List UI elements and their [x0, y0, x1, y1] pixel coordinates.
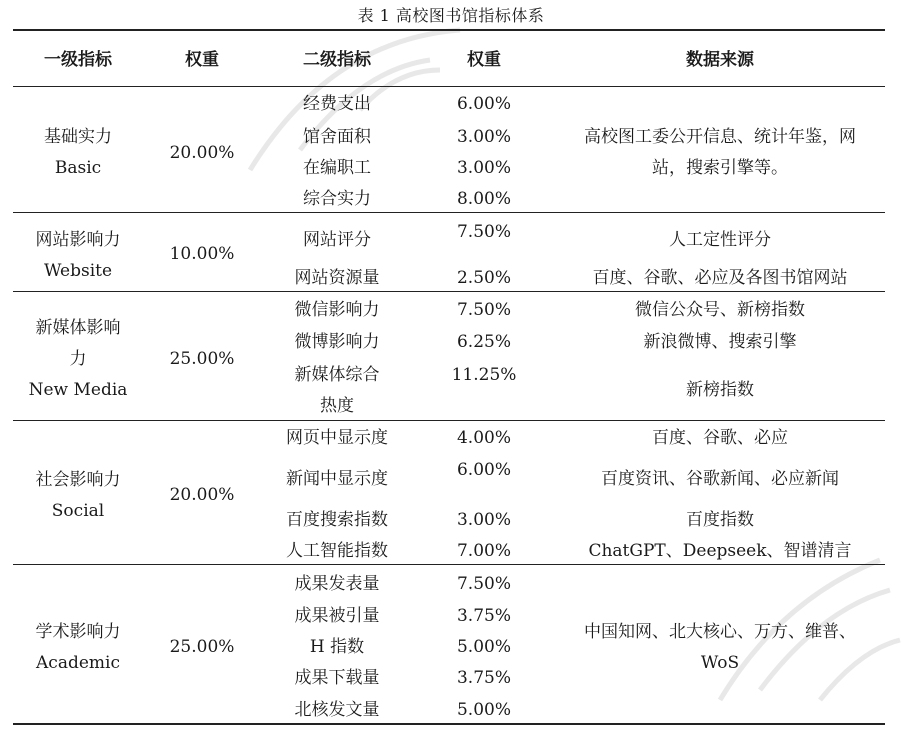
item-weight: 8.00% — [456, 189, 512, 209]
item-name: 成果下载量 — [294, 668, 380, 688]
item-name: 经费支出 — [303, 94, 371, 114]
header-level2: 二级指标 — [303, 50, 371, 70]
item-weight: 7.50% — [456, 300, 512, 320]
group-website-weight: 10.00% — [169, 244, 235, 264]
bottom-rule — [13, 723, 885, 725]
group-academic-en: Academic — [36, 653, 120, 673]
item-source: 新榜指数 — [686, 380, 754, 400]
item-weight: 11.25% — [451, 365, 517, 385]
header-source: 数据来源 — [686, 50, 754, 70]
item-name: 新闻中显示度 — [286, 469, 388, 489]
group-basic-en: Basic — [54, 158, 102, 178]
item-name: 成果被引量 — [294, 606, 380, 626]
item-name: 网页中显示度 — [286, 428, 388, 448]
group-academic-weight: 25.00% — [169, 637, 235, 657]
item-weight: 2.50% — [456, 268, 512, 288]
item-source: 新浪微博、搜索引擎 — [643, 332, 797, 352]
source-line: 站，搜索引擎等。 — [652, 158, 788, 178]
item-source: 百度指数 — [686, 510, 754, 530]
group-basic-weight: 20.00% — [169, 143, 235, 163]
group-website-name: 网站影响力 — [35, 230, 121, 250]
group-social-name: 社会影响力 — [35, 470, 121, 490]
item-name-line: 新媒体综合 — [294, 365, 380, 385]
item-weight: 4.00% — [456, 428, 512, 448]
group-divider-3 — [13, 420, 885, 421]
item-name: 北核发文量 — [294, 700, 380, 720]
group-newmedia-weight: 25.00% — [169, 349, 235, 369]
item-name-line: 热度 — [320, 396, 354, 416]
item-weight: 6.00% — [456, 94, 512, 114]
item-source: 百度、谷歌、必应及各图书馆网站 — [592, 268, 848, 288]
item-weight: 3.00% — [456, 510, 512, 530]
header-rule — [13, 86, 885, 87]
group-academic-name: 学术影响力 — [35, 622, 121, 642]
item-source: 百度资讯、谷歌新闻、必应新闻 — [601, 469, 839, 489]
group-divider-2 — [13, 291, 885, 292]
item-weight: 5.00% — [456, 700, 512, 720]
group-newmedia-en: New Media — [28, 380, 128, 400]
header-weight1: 权重 — [185, 50, 219, 70]
source-line: 高校图工委公开信息、统计年鉴，网 — [584, 127, 856, 147]
item-weight: 7.50% — [456, 574, 512, 594]
item-weight: 7.00% — [456, 541, 512, 561]
item-name: 网站资源量 — [294, 268, 380, 288]
header-weight2: 权重 — [467, 50, 501, 70]
item-weight: 5.00% — [456, 637, 512, 657]
item-weight: 3.75% — [456, 606, 512, 626]
item-weight: 3.00% — [456, 127, 512, 147]
item-name: 微博影响力 — [294, 332, 380, 352]
group-social-en: Social — [51, 501, 105, 521]
table-caption: 表 1 高校图书馆指标体系 — [357, 6, 545, 25]
group-website-en: Website — [43, 261, 113, 281]
group-newmedia-name-line1: 新媒体影响 — [35, 318, 121, 338]
source-line: WoS — [700, 653, 740, 673]
top-rule — [13, 29, 885, 31]
item-name: 人工智能指数 — [286, 541, 388, 561]
item-name: H 指数 — [309, 637, 365, 657]
item-name: 网站评分 — [303, 230, 371, 250]
item-weight: 7.50% — [456, 222, 512, 242]
group-divider-1 — [13, 212, 885, 213]
group-divider-4 — [13, 564, 885, 565]
item-source: 微信公众号、新榜指数 — [635, 300, 805, 320]
group-social-weight: 20.00% — [169, 485, 235, 505]
item-weight: 6.25% — [456, 332, 512, 352]
item-source: ChatGPT、Deepseek、智谱清言 — [588, 541, 852, 561]
item-source: 百度、谷歌、必应 — [652, 428, 788, 448]
item-name: 馆舍面积 — [303, 127, 371, 147]
item-source: 人工定性评分 — [669, 230, 771, 250]
source-line: 中国知网、北大核心、万方、维普、 — [584, 622, 856, 642]
item-weight: 3.00% — [456, 158, 512, 178]
item-name: 微信影响力 — [294, 300, 380, 320]
group-basic-name: 基础实力 — [44, 127, 112, 147]
item-name: 综合实力 — [303, 189, 371, 209]
item-name: 成果发表量 — [294, 574, 380, 594]
header-level1: 一级指标 — [44, 50, 112, 70]
item-name: 百度搜索指数 — [286, 510, 388, 530]
item-weight: 3.75% — [456, 668, 512, 688]
item-weight: 6.00% — [456, 460, 512, 480]
item-name: 在编职工 — [303, 158, 371, 178]
group-newmedia-name-line2: 力 — [69, 349, 87, 369]
